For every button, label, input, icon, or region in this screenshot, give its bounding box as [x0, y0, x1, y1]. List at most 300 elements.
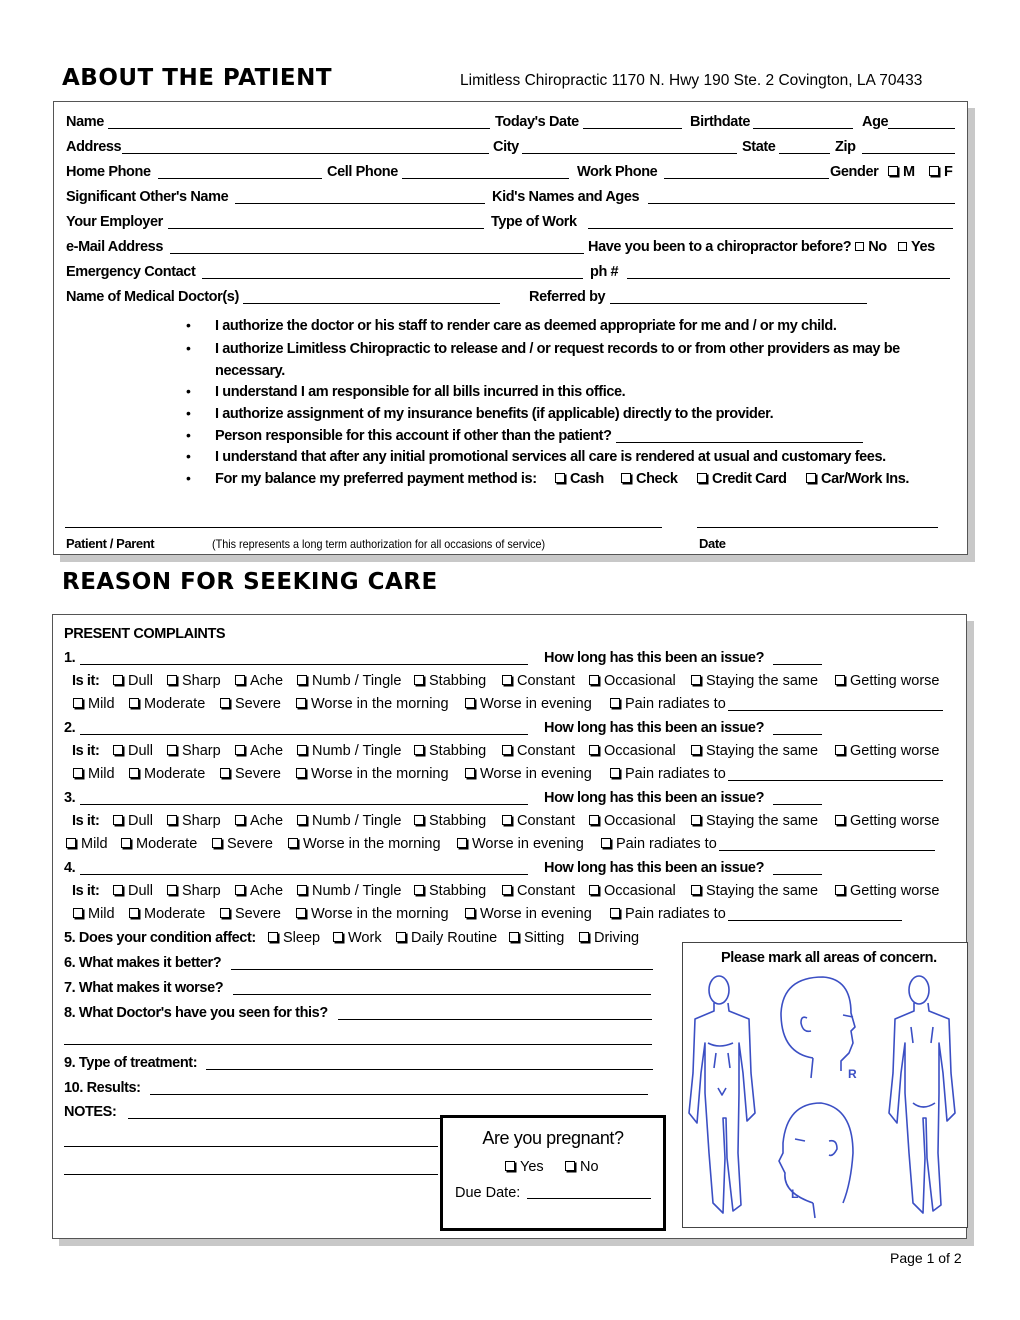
quality-checkbox[interactable]: [835, 882, 939, 900]
email-field[interactable]: [170, 253, 584, 254]
notes-field-3[interactable]: [64, 1174, 438, 1175]
option-label: Mild: [88, 696, 115, 712]
option-label: Staying the same: [706, 883, 819, 899]
option-label: Constant: [517, 743, 576, 759]
payment-option-checkbox[interactable]: [697, 470, 787, 488]
option-label: Staying the same: [706, 743, 819, 759]
q8-field-continued[interactable]: [64, 1044, 652, 1045]
option-label: Staying the same: [706, 673, 819, 689]
gender-f-label: F: [944, 164, 953, 180]
checkbox-icon: [113, 815, 123, 825]
option-label: Worse in evening: [480, 906, 592, 922]
quality-checkbox[interactable]: [297, 672, 401, 690]
how-long-field[interactable]: [773, 734, 822, 735]
cell-phone-field[interactable]: [402, 178, 569, 179]
address-label: Address: [66, 139, 122, 155]
doctor-field[interactable]: [243, 303, 500, 304]
payment-option-checkbox[interactable]: [621, 470, 678, 488]
checkbox-icon: [296, 698, 306, 708]
checkbox-icon: [835, 815, 845, 825]
quality-checkbox[interactable]: [113, 742, 153, 760]
date-label: Date: [699, 536, 726, 551]
option-label: Worse in the morning: [311, 906, 449, 922]
severity-checkbox[interactable]: [296, 695, 449, 713]
severity-checkbox[interactable]: [212, 835, 273, 853]
severity-checkbox[interactable]: [73, 765, 115, 783]
checkbox-icon: [502, 815, 512, 825]
how-long-field[interactable]: [773, 804, 822, 805]
q7-field[interactable]: [233, 994, 651, 995]
home-phone-label: Home Phone: [66, 164, 151, 180]
address-field[interactable]: [122, 153, 489, 154]
q6-field[interactable]: [231, 969, 653, 970]
checkbox-icon: [73, 768, 83, 778]
severity-checkbox[interactable]: [610, 905, 726, 923]
authorization-note: (This represents a long term authorization for all occasions of service): [212, 537, 546, 551]
option-label: Mild: [88, 766, 115, 782]
quality-checkbox[interactable]: [167, 672, 221, 690]
clinic-address: Limitless Chiropractic 1170 N. Hwy 190 Ste. 2 Covington, LA 70433: [460, 72, 923, 89]
zip-label: Zip: [835, 139, 856, 155]
front-body-figure: [689, 976, 755, 1213]
quality-checkbox[interactable]: [414, 882, 486, 900]
option-label: Moderate: [136, 836, 198, 852]
checkbox-icon: [509, 932, 519, 942]
checkbox-icon: [73, 698, 83, 708]
pain-radiates-field[interactable]: [728, 710, 943, 711]
quality-checkbox[interactable]: [835, 672, 939, 690]
option-label: Worse in evening: [480, 696, 592, 712]
name-field[interactable]: [108, 128, 490, 129]
pregnant-yes-checkbox[interactable]: [505, 1158, 544, 1176]
checkbox-icon: [333, 932, 343, 942]
checkbox-yes[interactable]: [898, 242, 907, 251]
checkbox-icon: [396, 932, 406, 942]
checkbox-no[interactable]: [855, 242, 864, 251]
severity-checkbox[interactable]: [129, 695, 205, 713]
todays-date-field[interactable]: [583, 128, 682, 129]
option-label: Dull: [128, 673, 153, 689]
doctor-label: Name of Medical Doctor(s): [66, 289, 239, 305]
sig-other-label: Significant Other's Name: [66, 189, 229, 205]
quality-checkbox[interactable]: [414, 742, 486, 760]
option-label: Worse in the morning: [311, 766, 449, 782]
option-label: Constant: [517, 883, 576, 899]
complaint-number: 3.: [64, 790, 76, 806]
checkbox-icon: [691, 885, 701, 895]
option-label: Sharp: [182, 883, 221, 899]
quality-checkbox[interactable]: [113, 812, 153, 830]
option-label: Dull: [128, 813, 153, 829]
responsible-party-field[interactable]: [616, 442, 863, 443]
option-label: Cash: [570, 471, 604, 487]
option-label: Stabbing: [429, 743, 487, 759]
is-it-label: Is it:: [72, 743, 100, 759]
checkbox-icon: [167, 815, 177, 825]
checkbox-icon: [73, 908, 83, 918]
option-label: Pain radiates to: [625, 766, 726, 782]
checkbox-icon: [589, 675, 599, 685]
q10-field[interactable]: [150, 1094, 648, 1095]
complaint-number: 4.: [64, 860, 76, 876]
severity-checkbox[interactable]: [465, 765, 592, 783]
patient-parent-label: Patient / Parent: [66, 536, 155, 551]
right-head-figure: [781, 977, 857, 1081]
checkbox-icon: [691, 815, 701, 825]
checkbox-icon: [129, 698, 139, 708]
age-label: Age: [862, 114, 889, 130]
is-it-label: Is it:: [72, 673, 100, 689]
checkbox-icon: [502, 745, 512, 755]
checkbox-icon: [610, 698, 620, 708]
option-label: Sitting: [524, 930, 565, 946]
checkbox-icon: [235, 885, 245, 895]
checkbox-icon: [113, 675, 123, 685]
option-label: Stabbing: [429, 813, 487, 829]
name-label: Name: [66, 114, 104, 130]
checkbox-icon: [565, 1161, 575, 1171]
checkbox-icon: [220, 908, 230, 918]
severity-checkbox[interactable]: [66, 835, 108, 853]
checkbox-icon: [579, 932, 589, 942]
checkbox-icon: [888, 166, 898, 176]
severity-checkbox[interactable]: [73, 695, 115, 713]
authorization-item: I authorize the doctor or his staff to render care as deemed appropriate for me and / or my child.: [215, 318, 837, 334]
zip-field[interactable]: [862, 153, 955, 154]
severity-checkbox[interactable]: [220, 695, 281, 713]
diagram-title: Please mark all areas of concern.: [721, 950, 937, 966]
option-label: Pain radiates to: [616, 836, 717, 852]
how-long-label: How long has this been an issue?: [544, 650, 765, 666]
authorization-item: I understand I am responsible for all bills incurred in this office.: [215, 384, 626, 400]
pregnant-question: Are you pregnant?: [482, 1128, 624, 1148]
payment-option-checkbox[interactable]: [806, 470, 909, 488]
notes-label: NOTES:: [64, 1104, 117, 1120]
left-label: L: [791, 1187, 799, 1201]
option-label: Ache: [250, 673, 284, 689]
complaint-field[interactable]: [80, 664, 528, 665]
option-label: Pain radiates to: [625, 696, 726, 712]
checkbox-icon: [66, 838, 76, 848]
work-phone-field[interactable]: [664, 178, 829, 179]
checkbox-icon: [589, 815, 599, 825]
no-label: No: [868, 239, 887, 255]
checkbox-icon: [235, 815, 245, 825]
severity-checkbox[interactable]: [288, 835, 441, 853]
quality-checkbox[interactable]: [235, 742, 283, 760]
section-title-about: ABOUT THE PATIENT: [62, 65, 333, 91]
checkbox-icon: [589, 745, 599, 755]
checkbox-icon: [220, 768, 230, 778]
severity-checkbox[interactable]: [121, 835, 197, 853]
option-label: Staying the same: [706, 813, 819, 829]
age-field[interactable]: [888, 128, 955, 129]
option-label: Getting worse: [850, 883, 940, 899]
email-label: e-Mail Address: [66, 239, 164, 255]
checkbox-icon: [167, 675, 177, 685]
is-it-label: Is it:: [72, 813, 100, 829]
employer-field[interactable]: [168, 228, 484, 229]
severity-checkbox[interactable]: [220, 905, 281, 923]
checkbox-icon: [167, 885, 177, 895]
checkbox-icon: [465, 698, 475, 708]
present-complaints-heading: PRESENT COMPLAINTS: [64, 626, 226, 642]
severity-checkbox[interactable]: [129, 765, 205, 783]
checkbox-icon: [457, 838, 467, 848]
bullet-icon: •: [186, 340, 191, 356]
q6-label: 6. What makes it better?: [64, 955, 222, 971]
quality-checkbox[interactable]: [113, 672, 153, 690]
pain-radiates-field[interactable]: [728, 920, 902, 921]
right-label: R: [848, 1067, 857, 1081]
quality-checkbox[interactable]: [835, 812, 939, 830]
complaint-field[interactable]: [80, 734, 528, 735]
q9-label: 9. Type of treatment:: [64, 1055, 198, 1071]
section-title-reason: REASON FOR SEEKING CARE: [62, 569, 438, 595]
severity-checkbox[interactable]: [73, 905, 115, 923]
quality-checkbox[interactable]: [502, 812, 575, 830]
q10-label: 10. Results:: [64, 1080, 141, 1096]
affect-checkbox[interactable]: [396, 929, 497, 947]
body-diagram-box: [682, 942, 968, 1228]
severity-checkbox[interactable]: [610, 765, 726, 783]
bullet-icon: •: [186, 317, 191, 333]
q9-field[interactable]: [206, 1069, 653, 1070]
option-label: Severe: [235, 696, 281, 712]
state-field[interactable]: [779, 153, 830, 154]
complaint-number: 2.: [64, 720, 76, 736]
checkbox-icon: [296, 908, 306, 918]
option-label: Occasional: [604, 883, 676, 899]
quality-checkbox[interactable]: [589, 672, 676, 690]
bullet-icon: •: [186, 470, 191, 486]
state-label: State: [742, 139, 776, 155]
checkbox-icon: [121, 838, 131, 848]
quality-checkbox[interactable]: [502, 742, 575, 760]
checkbox-icon: [465, 768, 475, 778]
quality-checkbox[interactable]: [502, 672, 575, 690]
q8-field[interactable]: [338, 1019, 652, 1020]
chiro-before-question: [588, 238, 935, 256]
quality-checkbox[interactable]: [691, 882, 818, 900]
severity-checkbox[interactable]: [465, 695, 592, 713]
option-label: Numb / Tingle: [312, 883, 402, 899]
checkbox-icon: [835, 745, 845, 755]
affect-checkbox[interactable]: [333, 929, 382, 947]
ph-label: ph #: [590, 264, 619, 280]
notes-field-2[interactable]: [64, 1146, 438, 1147]
emergency-phone-field[interactable]: [627, 278, 950, 279]
checkbox-icon: [296, 768, 306, 778]
checkbox-icon: [835, 885, 845, 895]
option-label: Check: [636, 471, 678, 487]
checkbox-icon: [502, 675, 512, 685]
quality-checkbox[interactable]: [691, 812, 818, 830]
emergency-label: Emergency Contact: [66, 264, 196, 280]
option-label: Credit Card: [712, 471, 787, 487]
checkbox-icon: [691, 675, 701, 685]
quality-checkbox[interactable]: [235, 812, 283, 830]
kids-label: Kid's Names and Ages: [492, 189, 640, 205]
checkbox-icon: [167, 745, 177, 755]
severity-checkbox[interactable]: [457, 835, 584, 853]
gender-f-checkbox[interactable]: [929, 163, 952, 181]
severity-checkbox[interactable]: [296, 905, 449, 923]
option-label: Constant: [517, 813, 576, 829]
checkbox-icon: [414, 675, 424, 685]
checkbox-icon: [235, 745, 245, 755]
option-label: Severe: [235, 766, 281, 782]
option-label: Mild: [81, 836, 108, 852]
quality-checkbox[interactable]: [297, 882, 401, 900]
affect-checkbox[interactable]: [579, 929, 639, 947]
checkbox-icon: [502, 885, 512, 895]
cell-phone-label: Cell Phone: [327, 164, 398, 180]
work-phone-label: Work Phone: [577, 164, 658, 180]
severity-checkbox[interactable]: [296, 765, 449, 783]
quality-checkbox[interactable]: [589, 812, 676, 830]
quality-checkbox[interactable]: [167, 742, 221, 760]
option-label: Work: [348, 930, 382, 946]
affect-checkbox[interactable]: [268, 929, 320, 947]
checkbox-icon: [691, 745, 701, 755]
chiro-before-label: Have you been to a chiropractor before?: [588, 239, 852, 255]
checkbox-icon: [601, 838, 611, 848]
city-field[interactable]: [522, 153, 737, 154]
date-signature-line[interactable]: [697, 527, 938, 528]
how-long-field[interactable]: [773, 664, 822, 665]
severity-checkbox[interactable]: [601, 835, 717, 853]
quality-checkbox[interactable]: [414, 812, 486, 830]
q8-label: 8. What Doctor's have you seen for this?: [64, 1005, 328, 1021]
quality-checkbox[interactable]: [835, 742, 939, 760]
how-long-label: How long has this been an issue?: [544, 720, 765, 736]
sig-other-field[interactable]: [235, 203, 485, 204]
quality-checkbox[interactable]: [297, 812, 401, 830]
authorization-item: I understand that after any initial promotional services all care is rendered at usual and customary fees.: [215, 449, 886, 465]
q7-label: 7. What makes it worse?: [64, 980, 224, 996]
quality-checkbox[interactable]: [589, 882, 676, 900]
affect-checkbox[interactable]: [509, 929, 564, 947]
left-head-figure: [779, 1103, 853, 1218]
payment-option-checkbox[interactable]: [555, 470, 604, 488]
option-label: Worse in evening: [480, 766, 592, 782]
checkbox-icon: [610, 768, 620, 778]
checkbox-icon: [235, 675, 245, 685]
option-label: Stabbing: [429, 883, 487, 899]
yes-label: Yes: [520, 1159, 544, 1175]
authorization-continuation: necessary.: [215, 363, 285, 379]
checkbox-icon: [414, 885, 424, 895]
quality-checkbox[interactable]: [691, 672, 818, 690]
notes-field[interactable]: [128, 1118, 440, 1119]
authorization-item: For my balance my preferred payment method is:: [215, 471, 537, 487]
complaint-field[interactable]: [80, 874, 528, 875]
quality-checkbox[interactable]: [691, 742, 818, 760]
pregnant-no-checkbox[interactable]: [565, 1158, 599, 1176]
pain-radiates-field[interactable]: [728, 780, 943, 781]
bullet-icon: •: [186, 383, 191, 399]
type-work-field[interactable]: [588, 228, 953, 229]
option-label: Car/Work Ins.: [821, 471, 910, 487]
authorization-item: Person responsible for this account if other than the patient?: [215, 428, 612, 444]
option-label: Moderate: [144, 906, 206, 922]
how-long-field[interactable]: [773, 874, 822, 875]
checkbox-icon: [288, 838, 298, 848]
kids-field[interactable]: [648, 203, 955, 204]
checkbox-icon: [697, 473, 707, 483]
checkbox-icon: [929, 166, 939, 176]
option-label: Sharp: [182, 813, 221, 829]
quality-checkbox[interactable]: [297, 742, 401, 760]
referred-field[interactable]: [610, 303, 867, 304]
complaint-field[interactable]: [80, 804, 528, 805]
option-label: Driving: [594, 930, 640, 946]
checkbox-icon: [113, 745, 123, 755]
birthdate-field[interactable]: [753, 128, 853, 129]
emergency-field[interactable]: [202, 278, 583, 279]
option-label: Worse in the morning: [311, 696, 449, 712]
pain-radiates-field[interactable]: [719, 850, 935, 851]
option-label: Severe: [227, 836, 273, 852]
quality-checkbox[interactable]: [235, 882, 283, 900]
quality-checkbox[interactable]: [502, 882, 575, 900]
quality-checkbox[interactable]: [235, 672, 283, 690]
bullet-icon: •: [186, 427, 191, 443]
checkbox-icon: [297, 885, 307, 895]
severity-checkbox[interactable]: [610, 695, 726, 713]
home-phone-field[interactable]: [158, 178, 322, 179]
checkbox-icon: [297, 745, 307, 755]
quality-checkbox[interactable]: [167, 882, 221, 900]
checkbox-icon: [129, 908, 139, 918]
how-long-label: How long has this been an issue?: [544, 860, 765, 876]
severity-checkbox[interactable]: [129, 905, 205, 923]
checkbox-icon: [414, 815, 424, 825]
checkbox-icon: [297, 675, 307, 685]
option-label: Getting worse: [850, 673, 940, 689]
option-label: Moderate: [144, 696, 206, 712]
gender-m-checkbox[interactable]: [888, 163, 915, 181]
referred-label: Referred by: [529, 289, 606, 305]
gender-label: Gender: [830, 164, 879, 180]
severity-checkbox[interactable]: [220, 765, 281, 783]
bullet-icon: •: [186, 405, 191, 421]
body-diagram[interactable]: [683, 943, 967, 1227]
page-number: Page 1 of 2: [890, 1250, 962, 1266]
severity-checkbox[interactable]: [465, 905, 592, 923]
is-it-label: Is it:: [72, 883, 100, 899]
quality-checkbox[interactable]: [589, 742, 676, 760]
option-label: Ache: [250, 813, 284, 829]
quality-checkbox[interactable]: [167, 812, 221, 830]
authorization-item: I authorize assignment of my insurance benefits (if applicable) directly to the provider.: [215, 406, 774, 422]
type-work-label: Type of Work: [491, 214, 577, 230]
option-label: Moderate: [144, 766, 206, 782]
patient-signature-line[interactable]: [65, 527, 662, 528]
quality-checkbox[interactable]: [113, 882, 153, 900]
due-date-field[interactable]: [527, 1198, 651, 1199]
option-label: Worse in evening: [472, 836, 584, 852]
quality-checkbox[interactable]: [414, 672, 486, 690]
option-label: Getting worse: [850, 813, 940, 829]
checkbox-icon: [589, 885, 599, 895]
checkbox-icon: [268, 932, 278, 942]
due-date-label: Due Date:: [455, 1185, 521, 1201]
complaint-number: 1.: [64, 650, 76, 666]
option-label: Getting worse: [850, 743, 940, 759]
option-label: Ache: [250, 743, 284, 759]
